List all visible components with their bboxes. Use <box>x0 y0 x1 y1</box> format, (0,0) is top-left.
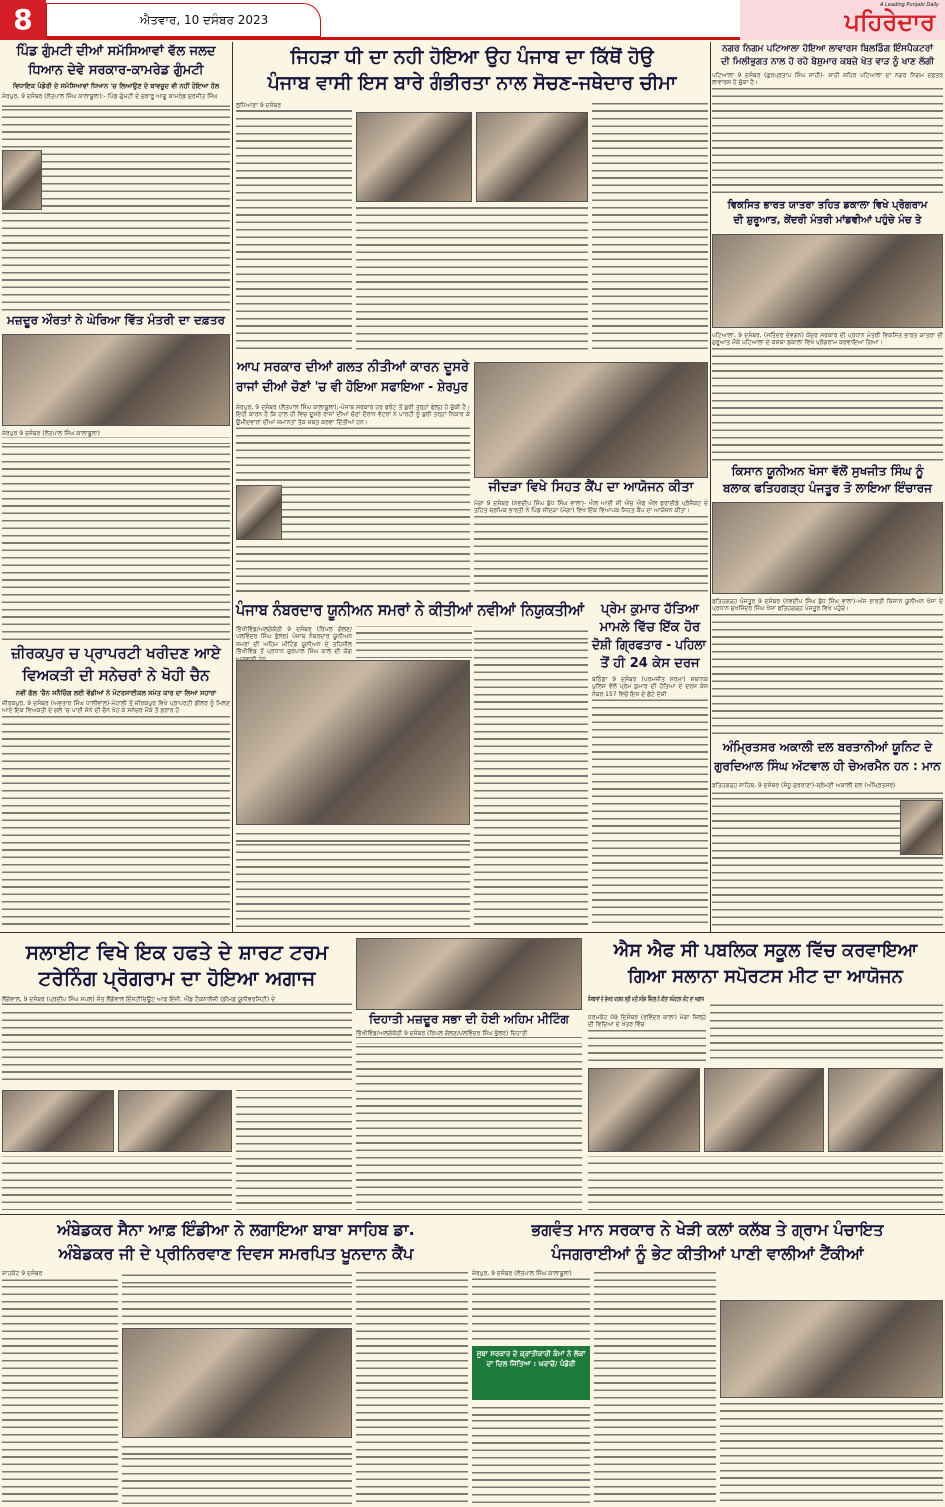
article-lead: ਭਿੱਖੀਵਿੰਡ/ਅਲਗੋਕੋਠੀ 9 ਦਸੰਬਰ (ਰਿਪਲ ਗੋਲਣ/ਪਲਵਿੰਦਰ ਸਿੰਘ ਭੁੱਲਰ) ਪੰਜਾਬ ਨੰਬਰਦਾਰ ਯੂਨੀਅਨ ਸਮਰਾਂ ਦੀ ਅਹਿਮ ਮੀਟਿੰਗ ਯੂਨੀਅਨ ਦੇ ਤਹਿਸੀਲ ਭਿੱਖੀਵਿੰਡ ਤੋਂ ਪ੍ਰਧਾਨ ਗੁਰਪਾਲ ਸਿੰਘ ਕਾਲੇ ਦੀ ਯੋਗ <box>236 626 352 663</box>
viksit-photo <box>712 234 943 328</box>
ambedkar-headline <box>2 1244 470 1264</box>
akali-headline <box>712 759 943 774</box>
mazdoor-headline-text: ਮਜ਼ਦੂਰ ਔਰਤਾਂ ਨੇ ਘੇਰਿਆ ਵਿੱਤ ਮੰਤਰੀ ਦਾ ਦਫ਼ਤਰ <box>7 313 225 327</box>
sfc-subheading-text: ਸੰਸਥਾਵਾਂ ਦੇ ਚੇਅਰ ਪਰਸਨ ਸ੍ਰੀ ਮਤੀ ਸਰੋਜ ਜਿੰਦਲ ਨੇ ਕੀਤਾ ਸਪੋਰਟਸ ਮੀਟ ਦਾ ਅਗਾਜ <box>588 995 704 1003</box>
prem-headline-text: ਪ੍ਰੇਮ ਕੁਮਾਰ ਹੱਤਿਆ <box>601 602 699 617</box>
kisan-headline-text: ਕਿਸਾਨ ਯੂਨੀਅਨ ਖੋਸਾ ਵੱਲੋਂ ਸੁਖਜੀਤ ਸਿੰਘ ਨੂੰ <box>731 464 924 478</box>
nagar-body <box>712 72 943 198</box>
training-headline-text: ਸਲਾਈਟ ਵਿਖੇ ਇਕ ਹਫਤੇ ਦੇ ਸ਼ਾਰਟ ਟਰਮ <box>25 940 329 964</box>
sherpur-headline-text: ਰਾਜਾਂ ਦੀਆਂ ਚੋਣਾਂ 'ਚ ਵੀ ਹੋਇਆ ਸਫਾਇਆ - ਸ਼ੇਰਪੁਰ <box>236 380 468 395</box>
tanks-body <box>594 1270 716 1506</box>
sherpur-photo <box>236 485 282 540</box>
sfc-photo <box>828 1068 943 1152</box>
training-photo <box>118 1090 232 1152</box>
tanks-body <box>720 1402 943 1506</box>
article-lead: ਲੌਂਗੋਵਾਲ, 9 ਦਸੰਬਰ (ਪ੍ਰਦੀਪ ਸਿੰਘ ਸਪਲ) ਸੰਤ ਲੌਂਗੋਵਾਲ ਇੰਸਟੀਚਿਊਟ ਆਫ ਇੰਜੀ. ਐਂਡ ਟੈਕਨਾਲੋਜੀ (ਡੀਮਡ ਯੂਨੀਵਰਸਿਟੀ) ਦੇ <box>2 996 352 1003</box>
prem-headline <box>592 638 708 654</box>
cheema-headline-text: ਪੰਜਾਬ ਵਾਸੀ ਇਸ ਬਾਰੇ ਗੰਭੀਰਤਾ ਨਾਲ ਸੋਚਣ-ਜਥੇਦਾਰ ਚੀਮਾ <box>267 72 677 94</box>
prem-body <box>592 676 708 928</box>
gumti-subheading <box>2 83 230 91</box>
training-headline-text: ਟਰੇਨਿੰਗ ਪ੍ਰੋਗਰਾਮ ਦਾ ਹੋਇਆ ਅਗਾਜ <box>38 966 316 990</box>
article-lead: ਫਤਿਹਗੜ੍ਹ ਸਾਹਿਬ, 9 ਦਸੰਬਰ (ਸੰਧੂ ਸੁਰਰਾਣਾ)-ਸ਼੍ਰੋਮਣੀ ਅਕਾਲੀ ਦਲ (ਅੰਮ੍ਰਿਤਸਰ) <box>712 782 943 789</box>
ambedkar-body <box>2 1270 118 1506</box>
cheema-headline <box>236 72 708 96</box>
masthead <box>0 0 945 40</box>
training-body <box>236 1090 352 1210</box>
zirakpur-body <box>2 700 230 928</box>
zirakpur-headline-text: ਵਿਅਕਤੀ ਦੀ ਸਨੇਚਰਾਂ ਨੇ ਖੋਹੀ ਚੈਨ <box>22 666 210 684</box>
nambardar-body <box>474 626 588 926</box>
tanks-body <box>472 1404 590 1506</box>
jeedda-photo <box>474 362 708 478</box>
akali-headline-text: ਗੁਰਦਿਆਲ ਸਿੰਘ ਅੱਟਵਾਲ ਹੀ ਚੇਅਰਮੈਨ ਹਨ : ਮਾਨ <box>714 759 941 773</box>
zirakpur-headline <box>2 644 230 663</box>
article-lead: ਬਠਿੰਡਾ 9 ਦਸੰਬਰ (ਪਰਮਜੀਤ ਸਰਮਾ) ਸਥਾਨਕ ਪੁਲਿਸ ਵੱਲੋਂ ਪ੍ਰੇਮ ਕੁਮਾਰ ਦੀ ਹੱਤਿਆ ਦੇ ਦਰਜ ਕੇਸ ਨੰਬਰ 157 ਵਿਚੋਂ ਇਸ ਦੇ ਛੋਟੇ ਦੋਸ਼ੀ <box>592 676 708 698</box>
nagar-headline-text: ਨਗਰ ਨਿਗਮ ਪਟਿਆਲਾ ਹੋਇਆ ਲਾਵਾਰਸ ਬਿਲਡਿੰਗ ਇੰਸਪੈਕਟਰਾਂ <box>722 44 933 54</box>
jeedda-headline <box>474 480 708 496</box>
tanks-callout-box: ਸੂਬਾ ਸਰਕਾਰ ਦੇ ਕ੍ਰਾਂਤੀਕਾਰੀ ਕੰਮਾਂ ਨੇ ਲੋਕਾਂ ਦਾ ਦਿਲ ਜਿੱਤਿਆ : ਘਰਾਚੋਂ/ ਪੰਡੋਰੀ <box>472 1346 590 1400</box>
cheema-headline-text: ਜਿਹੜਾ ਧੀ ਦਾ ਨਹੀ ਹੋਇਆ ਉਹ ਪੰਜਾਬ ਦਾ ਕਿੱਥੋਂ ਹੋਉ <box>290 46 654 68</box>
zirakpur-headline-text: ਜ਼ੀਰਕਪੁਰ ਚ ਪ੍ਰਾਪਰਟੀ ਖਰੀਦਣ ਆਏ <box>11 644 221 662</box>
dihati-body <box>356 1030 582 1210</box>
tanks-headline <box>472 1244 943 1264</box>
sherpur-headline <box>236 360 470 376</box>
sfc-headline-text: ਐਸ ਐਫ ਸੀ ਪਬਲਿਕ ਸਕੂਲ ਵਿੱਚ ਕਰਵਾਇਆ <box>613 940 918 961</box>
prem-headline-text: ਦੋਸ਼ੀ ਗ੍ਰਿਫਤਾਰ - ਪਹਿਲਾ <box>592 638 706 653</box>
viksit-headline <box>712 200 943 213</box>
ambedkar-headline-text: ਅੰਬੇਡਕਰ ਜੀ ਦੇ ਪ੍ਰੀਨਿਰਵਾਣ ਦਿਵਸ ਸਮਰਪਿਤ ਖੂਨਦਾਨ ਕੈਂਪ <box>58 1244 414 1263</box>
nambardar-body <box>356 626 472 658</box>
ambedkar-body <box>122 1442 352 1506</box>
training-photo <box>2 1090 114 1152</box>
nambardar-photo <box>236 660 470 825</box>
zirakpur-subheading <box>2 690 230 698</box>
article-lead: ਲੁਧਿਆਣਾ 9 ਦਸੰਬਰ <box>236 102 352 109</box>
date: ਐਤਵਾਰ, 10 ਦਸੰਬਰ 2023 <box>140 13 269 27</box>
tagline: A Leading Punjabi Daily <box>879 2 939 8</box>
nagar-headline <box>712 44 943 55</box>
cheema-body <box>236 102 352 354</box>
article-lead: ਸ਼ੇਰਪੁਰ 9 ਦਸੰਬਰ (ਲੋਤਪਾਲ ਸਿੰਘ ਕਾਲਾਬੂਲਾ) <box>2 430 230 437</box>
jeedda-headline-text: ਜੀਦੜਾ ਵਿਖੇ ਸਿਹਤ ਕੈਂਪ ਦਾ ਆਯੋਜਨ ਕੀਤਾ <box>488 480 694 495</box>
prem-headline <box>592 602 708 618</box>
viksit-headline-text: ਵਿਕਸਿਤ ਭਾਰਤ ਯਾਤਰਾ ਤਹਿਤ ਡਕਾਲਾ ਵਿਖੇ ਪ੍ਰੋਗਰਾਮ <box>727 200 928 211</box>
nambardar-body <box>236 828 470 928</box>
nambardar-headline <box>236 600 586 620</box>
training-headline <box>2 966 352 991</box>
tanks-headline <box>472 1220 943 1240</box>
dihati-headline-text: ਦਿਹਾਤੀ ਮਜ਼ਦੂਰ ਸਭਾ ਦੀ ਹੋਈ ਅਹਿਮ ਮੀਟਿੰਗ <box>369 1012 569 1026</box>
prem-headline-text: ਮਾਮਲੇ ਵਿੱਚ ਇੱਕ ਹੋਰ <box>599 620 701 635</box>
tanks-headline-text: ਭਗਵੰਤ ਮਾਨ ਸਰਕਾਰ ਨੇ ਖੇੜੀ ਕਲਾਂ ਕਲੱਬ ਤੇ ਗ੍ਰਾਮ ਪੰਚਾਇਤ <box>531 1220 884 1239</box>
training-body <box>2 996 352 1086</box>
tanks-photo <box>720 1300 943 1398</box>
sfc-body <box>710 1004 943 1064</box>
dihati-photo <box>356 938 582 1010</box>
article-lead: ਭਿੱਖੀਵਿੰਡ/ਅਲਗੋਕੋਠੀ 9 ਦਸੰਬਰ (ਰਿਪਲ ਗੋਲਣ/ਪਲਵਿੰਦਰ ਸਿੰਘ ਭੁੱਲਰ) ਦਿਹਾਤੀ <box>356 1030 582 1037</box>
akali-photo <box>900 800 943 855</box>
page-number: 8 <box>0 0 46 40</box>
sfc-headline <box>588 966 943 989</box>
gumti-headline-text: ਪਿੰਡ ਗੁੰਮਟੀ ਦੀਆਂ ਸਮੱਸਿਆਵਾਂ ਵੱਲ ਜਲਦ <box>16 44 216 59</box>
tanks-headline-text: ਪੰਜਗਰਾਈਆਂ ਨੂੰ ਭੇਟ ਕੀਤੀਆਂ ਪਾਣੀ ਵਾਲੀਆਂ ਟੈਂਕੀਆਂ <box>551 1244 864 1263</box>
article-lead: ਸ਼ੇਰਪੁਰ, 9 ਦਸੰਬਰ (ਲੋਤਪਾਲ ਸਿੰਘ ਕਾਲਾਬੂਲਾ) <box>472 1270 590 1277</box>
viksit-headline-text: ਦੀ ਸ਼ੁਰੂਆਤ, ਕੇਂਦਰੀ ਮੰਤਰੀ ਮਾਂਡਵੀਆਂ ਪਹੁੰਚੇ ਮੰਚ ਤੇ <box>733 215 922 226</box>
ambedkar-photo <box>122 1328 352 1438</box>
logo-area <box>740 0 945 40</box>
mazdoor-body <box>2 430 230 640</box>
cheema-photo <box>356 112 472 202</box>
viksit-headline <box>712 215 943 228</box>
nagar-headline-text: ਦੀ ਮਿਲੀਭੁਗਤ ਨਾਲ ਹੋ ਰਹੇ ਬੇਸ਼ੁਮਾਰ ਕਬਜ਼ੇ ਖੇਤ ਵਾੜ ਨੂੰ ਖਾਣ ਲੱਗੀ <box>720 57 935 67</box>
gumti-subheading-text: ਵਿਧਾਇਕ ਪੰਡੋਰੀ ਦੇ ਸਮੱਸਿਆਵਾਂ ਧਿਆਨ 'ਚ ਲਿਆਉਣ ਦੇ ਬਾਵਜੂਦ ਵੀ ਨਹੀਂ ਹੋਇਆ ਹੱਲ <box>12 82 220 90</box>
ambedkar-headline <box>2 1220 470 1240</box>
sfc-headline <box>588 940 943 963</box>
akali-headline <box>712 740 943 755</box>
prem-headline <box>592 620 708 636</box>
nambardar-headline-text: ਪੰਜਾਬ ਨੰਬਰਦਾਰ ਯੂਨੀਅਨ ਸਮਰਾਂ ਨੇ ਕੀਤੀਆਂ ਨਵੀਆਂ ਨਿਯੁਕਤੀਆਂ <box>236 600 584 619</box>
kisan-headline <box>712 481 943 496</box>
gumti-headline <box>2 63 230 79</box>
jeedda-body <box>474 500 708 595</box>
logo: ਪਹਿਰੇਦਾਰ <box>844 8 935 36</box>
ambedkar-headline-text: ਅੰਬੇਡਕਰ ਸੈਨਾ ਆਫ਼ ਇੰਡੀਆ ਨੇ ਲਗਾਇਆ ਬਾਬਾ ਸਾਹਿਬ ਡਾ. <box>57 1220 415 1239</box>
kisan-body <box>712 598 943 738</box>
sfc-photo <box>588 1068 700 1152</box>
cheema-headline <box>236 46 708 70</box>
cheema-photo <box>476 112 588 202</box>
article-lead: ਫਤਿਹਗੜ੍ਹ ਪੰਜਤੂਰ 9 ਦਸੰਬਰ (ਨਵਦੀਪ ਸਿੰਘ ਬੁੱਧ ਸਿੰਘ ਵਾਲਾ)-ਅੱਜ ਭਾਰਤੀ ਕਿਸਾਨ ਯੂਨੀਅਨ ਖੋਸਾ ਦੇ ਪ੍ਰਧਾਨ ਸੁਖਜਿੰਦਰ ਸਿੰਘ ਖੋਸਾ ਫਤਿਹਗੜ੍ਹ ਪੰਜਤੂਰ ਵਿਖੇ ਪਹੁੰਚੇ। <box>712 598 943 613</box>
mazdoor-headline <box>2 313 230 328</box>
article-lead: ਪਟਿਆਲਾ 9 ਦਸੰਬਰ (ਗੁਰਪ੍ਰਤਾਪ ਸਿੰਘ ਸਾਹੀ)- ਸ਼ਾਹੀ ਸ਼ਹਿਰ ਪਟਿਆਲਾ ਦਾ ਨਗਰ ਨਿਗਮ ਦਫ਼ਤਰ ਲਾਵਾਰਸ ਹੋ ਚੁੱਕਾ ਹੈ। <box>712 72 943 87</box>
sherpur-headline-text: ਆਪ ਸਰਕਾਰ ਦੀਆਂ ਗਲਤ ਨੀਤੀਆਂ ਕਾਰਨ ਦੂਸਰੇ <box>236 360 469 375</box>
nagar-headline <box>712 57 943 68</box>
ambedkar-body <box>122 1270 352 1326</box>
article-lead: ਸ਼ੇਰਪੁਰ, 9 ਦਸੰਬਰ (ਲੋਤਪਾਲ ਸਿੰਘ ਕਾਲਾਬੂਲਾ):- ਪਿੰਡ ਗੁੰਮਟੀ ਦੇ ਜੁਝਾਰੂ ਆਗੂ ਕਾਮਰੇਡ ਸੁਰਜੀਤ ਸਿੰਘ <box>2 93 230 100</box>
column-rule <box>232 42 233 932</box>
sfc-photo <box>704 1068 824 1152</box>
kisan-headline-text: ਬਲਾਕ ਫਤਿਹਗੜ੍ਹ ਪੰਜਤੂਰ ਤੋ ਲਾਇਆ ਇੰਚਾਰਜ <box>722 481 933 495</box>
sfc-body <box>588 1014 706 1064</box>
akali-headline-text: ਅੰਮ੍ਰਿਤਸਰ ਅਕਾਲੀ ਦਲ ਬਰਤਾਨੀਆਂ ਯੂਨਿਟ ਦੇ <box>722 740 933 754</box>
viksit-body <box>712 332 943 462</box>
column-rule <box>710 42 711 932</box>
training-body <box>2 1156 232 1210</box>
sfc-headline-text: ਗਿਆ ਸਲਾਨਾ ਸਪੋਰਟਸ ਮੀਟ ਦਾ ਆਯੋਜਨ <box>628 966 903 987</box>
gumti-photo <box>2 150 42 210</box>
article-lead: ਪਟਿਆਲਾ, 9 ਦਸੰਬਰ, (ਜਤਿੰਦਰ ਦੇਵਗਨ) ਕੇਂਦਰ ਸਰਕਾਰ ਦੀ ਪ੍ਰਧਾਨ ਮੰਤਰੀ ਵਿਕਸਿਤ ਭਾਰਤ ਯਾਤਰਾ ਦੀ ਸ਼ੁਰੂਆਤ ਮੌਕੇ ਪਟਿਆਲਾ ਦੇ ਕਸਬਾ ਡਕਾਲਾ ਵਿਖੇ ਪ੍ਰੋਗਰਾਮ ਕਰਵਾਇਆ ਗਿਆ। <box>712 332 943 347</box>
cheema-body <box>592 102 708 354</box>
sherpur-headline <box>236 380 470 396</box>
article-lead: ਧਰਮਕੋਟ 09 ਦਿਸੰਬਰ (ਰਵਿੰਦਰ ਕਾਲਾ) ਮੋਗਾ ਜ਼ਿਲ੍ਹੇ ਦੀ ਵਿਦਿਆ ਦੇ ਖੇਤਰ ਵਿੱਚ <box>588 1014 706 1029</box>
article-lead: ਸ਼ਾਹਕੋਟ 9 ਦਸੰਬਰ <box>2 1270 118 1277</box>
article-lead: ਮੋਗਾ 9 ਦਸੰਬਰ (ਨਵਦੀਪ ਸਿੰਘ ਬੁੱਧ ਸਿੰਘ ਵਾਲਾ)- ਐਲ ਆਈ ਸੀ ਐਚ ਐਫ ਐਲ ਫਰਾਈਡੇ ਪ੍ਰੋਜੈਕਟ ਦੇ ਤਹਿਤ ਸ਼੍ਰਮਿਕ ਭਾਰਤੀ ਨੇ ਪਿੰਡ ਜੀਦੜਾ (ਮੋਗਾ) ਵਿਖੇ ਇੱਕ ਵਿਆਪਕ ਸਿਹਤ ਕੈਂਪ ਦਾ ਆਯੋਜਨ ਕੀਤਾ। <box>474 500 708 515</box>
cheema-body <box>356 206 588 354</box>
column-rule <box>0 932 945 933</box>
prem-headline-text: ਤੋਂ ਹੀ 24 ਕੇਸ ਦਰਜ <box>600 656 700 671</box>
kisan-headline <box>712 464 943 479</box>
kisan-photo <box>712 502 943 594</box>
nambardar-body <box>236 626 352 658</box>
zirakpur-subheading-text: ਨਵੀਂ ਗੱਲ 'ਚੈਨ ਸਨੈਚਿੰਗ ਲਈ ਵੱਡੀਆਂ ਨੇ ਮੋਟਰਸਾਈਕਲ ਸਮੇਤ ਕਾਰ ਦਾ ਲਿਆ ਸਹਾਰਾ <box>15 689 217 697</box>
tanks-body <box>472 1270 590 1344</box>
gumti-headline-text: ਧਿਆਨ ਦੇਵੇ ਸਰਕਾਰ-ਕਾਮਰੇਡ ਗੁੰਮਟੀ <box>28 63 204 78</box>
mazdoor-photo <box>2 334 230 426</box>
dihati-headline <box>356 1012 582 1027</box>
sfc-subheading <box>588 996 706 1004</box>
sfc-body <box>588 1156 943 1210</box>
ambedkar-body <box>356 1270 468 1506</box>
article-lead: ਸ਼ੇਰਪੁਰ, 9 ਦਸੰਬਰ (ਲੋਤਪਾਲ ਸਿੰਘ ਕਾਲਾਬੂਲਾ):-ਪੰਜਾਬ ਸਰਕਾਰ ਹਰ ਫਰੰਟ ਤੋਂ ਬੁਰੀ ਤਰ੍ਹਾਂ ਫੇਲ੍ਹ ਹੋ ਚੁੱਕੀ ਹੈ। ਇਹੀ ਕਾਰਨ ਹੈ ਕਿ ਹਾਲ ਹੀ ਵਿਚ ਦੂਸਰੇ ਰਾਜਾਂ ਦੀਆਂ ਚੋਣਾਂ ਦੌਰਾਨ ਵੋਟਰਾਂ ਨੇ ਪਾਰਟੀ ਨੂੰ ਬੁਰੀ ਤਰ੍ਹਾਂ ਨਿਕਾਰ ਕੇ ਉਮੀਦਵਾਰਾਂ ਦੀਆਂ ਜ਼ਮਾਨਤਾਂ ਤੱਕ ਜ਼ਬਤ ਕਰਵਾ ਦਿੱਤੀਆਂ ਹਨ। <box>236 404 470 426</box>
zirakpur-headline <box>2 666 230 685</box>
column-rule <box>0 1214 945 1215</box>
training-headline <box>2 940 352 965</box>
prem-headline <box>592 656 708 672</box>
article-lead: ਜ਼ੀਰਕਪੁਰ, 9 ਦਸੰਬਰ (ਅਵਤਾਰ ਸਿੰਘ ਧਾਲੀਵਾਲ)-ਮੋਹਾਲੀ ਤੋਂ ਜ਼ੀਰਕਪੁਰ ਵਿਖੇ ਪ੍ਰਾਪਰਟੀ ਡੀਲਰ ਨੂੰ ਮਿਲਣ ਆਏ ਇਕ ਵਿਅਕਤੀ ਦੇ ਗਲੇ 'ਚ ਪਾਈ ਸੋਨੇ ਦੀ ਚੈਨ ਖੋਹ ਕੇ ਸਨੇਚਰ ਮੌਕੇ ਤੋਂ ਫ਼ਰਾਰ ਹੋ <box>2 700 230 715</box>
gumti-headline <box>2 44 230 60</box>
